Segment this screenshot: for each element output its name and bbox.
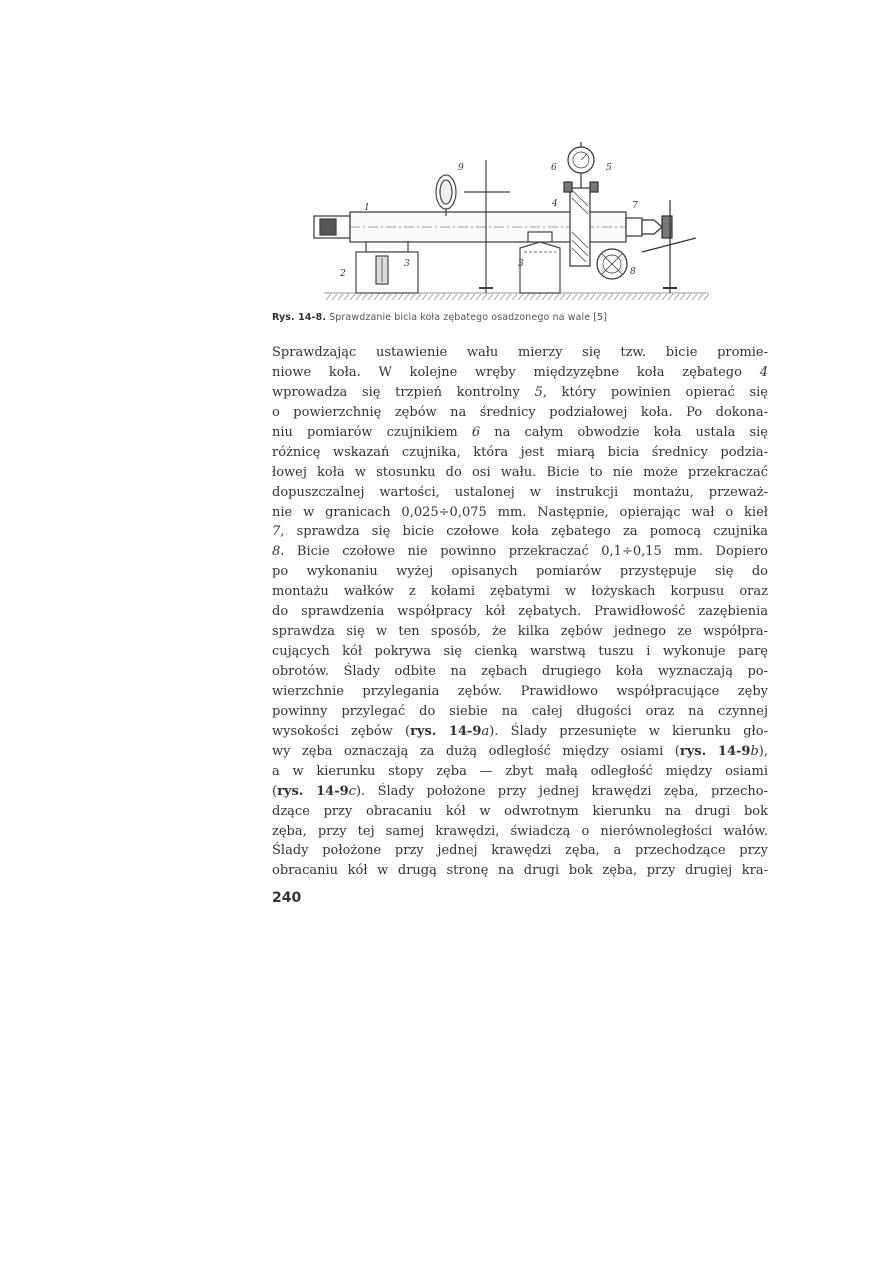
text-line — [272, 443, 768, 463]
label-2: 2 — [340, 269, 346, 279]
text-segment: sprawdza się w ten sposób, że kilka zębów jednego ze współpra- — [272, 624, 768, 640]
hatch-line — [506, 294, 511, 300]
text-line — [272, 722, 768, 742]
text-line — [272, 742, 768, 762]
text-segment: , sprawdza się bicie czołowe koła zębatego za pomocą czujnika — [280, 524, 768, 540]
text-segment: ), — [758, 743, 768, 759]
label-3b: 3 — [518, 259, 524, 269]
hatch-line — [452, 294, 457, 300]
text-segment: 5 — [534, 384, 543, 400]
text-line — [272, 562, 768, 582]
text-segment: ). Ślady położone przy jednej krawędzi zęba, przecho- — [355, 783, 768, 799]
hatch-line — [398, 294, 403, 300]
hatch-line — [626, 294, 631, 300]
text-segment: wprowadza się trzpień kontrolny — [272, 384, 535, 400]
hatch-line — [638, 294, 643, 300]
text-line — [272, 582, 768, 602]
hatch-line — [422, 294, 427, 300]
hatch-line — [632, 294, 637, 300]
text-segment: 6 — [471, 424, 481, 440]
text-segment: niowe koła. W kolejne wręby międzyzębne koła zębatego — [272, 364, 760, 380]
text-line — [272, 602, 768, 622]
text-segment: rys. 14-9 — [410, 723, 482, 739]
hatch-line — [392, 294, 397, 300]
text-segment: ( — [272, 783, 278, 799]
text-segment: wy zęba oznaczają za dużą odległość między osiami ( — [272, 743, 680, 759]
hatch-line — [596, 294, 601, 300]
text-segment: obrotów. Ślady odbite na zębach drugiego koła wyznaczają po- — [272, 664, 768, 679]
body-text — [272, 343, 768, 881]
label-5: 5 — [606, 163, 612, 173]
text-segment: niu pomiarów czujnikiem — [272, 424, 472, 440]
technical-drawing — [296, 140, 716, 305]
text-segment: do sprawdzenia współpracy kół zębatych. Prawidłowość zazębienia — [272, 604, 768, 620]
text-line — [272, 403, 768, 423]
text-line — [272, 622, 768, 642]
hatch-line — [362, 294, 367, 300]
hatch-line — [380, 294, 385, 300]
hatch-line — [464, 294, 469, 300]
text-segment: . Bicie czołowe nie powinno przekraczać 0,1÷0,15 mm. Dopiero — [280, 544, 768, 560]
shaft — [314, 212, 642, 242]
hatch-line — [482, 294, 487, 300]
text-segment: ). Ślady przesunięte w kierunku gło- — [489, 723, 768, 739]
gear-wheel-4 — [564, 142, 598, 266]
hatch-line — [590, 294, 595, 300]
hatch-line — [512, 294, 517, 300]
text-segment: zęba, przy tej samej krawędzi, świadczą o nierównoległości wałów. — [272, 823, 768, 839]
hatch-line — [644, 294, 649, 300]
hatch-line — [608, 294, 613, 300]
hatch-line — [572, 294, 577, 300]
hatch-line — [560, 294, 565, 300]
label-6: 6 — [551, 163, 557, 173]
hatch-line — [554, 294, 559, 300]
figure-caption-label: Rys. 14-8. — [272, 312, 327, 323]
hatch-line — [428, 294, 433, 300]
text-segment: Sprawdzając ustawienie wału mierzy się tzw. bicie promie- — [272, 345, 768, 360]
hatch-line — [368, 294, 373, 300]
text-segment: 7 — [272, 524, 281, 540]
figure-gear-runout-setup — [296, 140, 716, 305]
hatch-line — [446, 294, 451, 300]
hatch-line — [674, 294, 679, 300]
text-segment: b — [750, 743, 759, 759]
hatch-line — [692, 294, 697, 300]
hatch-line — [602, 294, 607, 300]
text-segment: o powierzchnię zębów na średnicy podziałowej koła. Po dokona- — [272, 404, 768, 420]
text-line — [272, 782, 768, 802]
hatch-line — [326, 294, 331, 300]
text-segment: wierzchnie przylegania zębów. Prawidłowo współpracujące zęby — [272, 683, 768, 699]
label-8: 8 — [630, 267, 636, 277]
text-segment: dopuszczalnej wartości, ustalonej w instrukcji montażu, przeważ- — [272, 484, 768, 500]
text-line — [272, 522, 768, 542]
hatch-line — [500, 294, 505, 300]
label-7: 7 — [632, 201, 638, 211]
text-line — [272, 841, 768, 861]
hatch-line — [668, 294, 673, 300]
hatch-line — [566, 294, 571, 300]
hatch-line — [338, 294, 343, 300]
text-segment: Ślady położone przy jednej krawędzi zęba, a przechodzące przy — [272, 843, 768, 859]
hatch-line — [458, 294, 463, 300]
hatch-line — [578, 294, 583, 300]
text-segment: obracaniu kół w drugą stronę na drugi bok zęba, przy drugiej kra- — [272, 863, 768, 879]
text-line — [272, 463, 768, 483]
text-line — [272, 363, 768, 383]
hatch-line — [470, 294, 475, 300]
text-segment: powinny przylegać do siebie na całej długości oraz na czynnej — [272, 703, 768, 719]
hatch-line — [530, 294, 535, 300]
hatch-line — [434, 294, 439, 300]
text-segment: różnicę wskazań czujnika, która jest miarą bicia średnicy podzia- — [272, 444, 768, 460]
text-line — [272, 682, 768, 702]
hatch-line — [488, 294, 493, 300]
text-segment: po wykonaniu wyżej opisanych pomiarów przystępuje się do — [272, 564, 768, 580]
text-line — [272, 343, 768, 363]
hatch-line — [350, 294, 355, 300]
text-segment: c — [348, 783, 356, 799]
text-line — [272, 483, 768, 503]
hatch-line — [686, 294, 691, 300]
hatch-line — [386, 294, 391, 300]
hatch-line — [650, 294, 655, 300]
text-segment: a w kierunku stopy zęba — zbyt małą odległość między osiami — [272, 763, 768, 779]
hatch-line — [404, 294, 409, 300]
text-segment: a — [481, 723, 490, 739]
text-segment: montażu wałków z kołami zębatymi w łożyskach korpusu oraz — [272, 584, 768, 600]
hatch-line — [620, 294, 625, 300]
hatch-line — [548, 294, 553, 300]
hatch-line — [356, 294, 361, 300]
label-3a: 3 — [404, 259, 410, 269]
hatch-line — [518, 294, 523, 300]
text-line — [272, 662, 768, 682]
hatch-line — [542, 294, 547, 300]
page-number: 240 — [272, 890, 302, 906]
hatch-line — [656, 294, 661, 300]
hatch-line — [614, 294, 619, 300]
text-segment: cujących kół pokrywa się cienką warstwą tuszu i wykonuje parę — [272, 644, 768, 660]
text-segment: wysokości zębów ( — [272, 723, 411, 739]
figure-caption — [272, 312, 772, 323]
text-line — [272, 642, 768, 662]
text-line — [272, 503, 768, 523]
hatch-line — [536, 294, 541, 300]
text-line — [272, 822, 768, 842]
hatch-line — [416, 294, 421, 300]
label-9: 9 — [458, 163, 464, 173]
hatch-line — [704, 294, 709, 300]
text-line — [272, 383, 768, 403]
hatch-line — [374, 294, 379, 300]
text-segment: , który powinien opierać się — [542, 384, 768, 400]
text-segment: rys. 14-9 — [679, 743, 751, 759]
figure-caption-text: Sprawdzanie bicia koła zębatego osadzonego na wale [5] — [326, 312, 608, 323]
hatch-line — [680, 294, 685, 300]
text-segment: dzące przy obracaniu kół w odwrotnym kierunku na drugi bok — [272, 803, 768, 819]
hatch-line — [698, 294, 703, 300]
hatch-line — [410, 294, 415, 300]
text-segment: 8 — [272, 544, 281, 560]
hatch-line — [332, 294, 337, 300]
hatch-line — [440, 294, 445, 300]
text-segment: nie w granicach 0,025÷0,075 mm. Następnie, opierając wał o kieł — [272, 504, 768, 520]
hatch-line — [344, 294, 349, 300]
text-segment: rys. 14-9 — [277, 783, 349, 799]
text-segment: łowej koła w stosunku do osi wału. Bicie to nie może przekraczać — [272, 464, 768, 480]
text-line — [272, 762, 768, 782]
hatch-line — [662, 294, 667, 300]
center-7 — [642, 216, 672, 238]
text-line — [272, 802, 768, 822]
text-segment: na całym obwodzie koła ustala się — [480, 424, 768, 440]
text-line — [272, 423, 768, 443]
hatch-line — [494, 294, 499, 300]
text-segment: 4 — [759, 364, 768, 380]
text-line — [272, 542, 768, 562]
label-4: 4 — [552, 199, 558, 209]
text-line — [272, 861, 768, 881]
hatch-line — [476, 294, 481, 300]
hatch-line — [524, 294, 529, 300]
label-1: 1 — [364, 203, 370, 213]
text-line — [272, 702, 768, 722]
hatch-line — [584, 294, 589, 300]
